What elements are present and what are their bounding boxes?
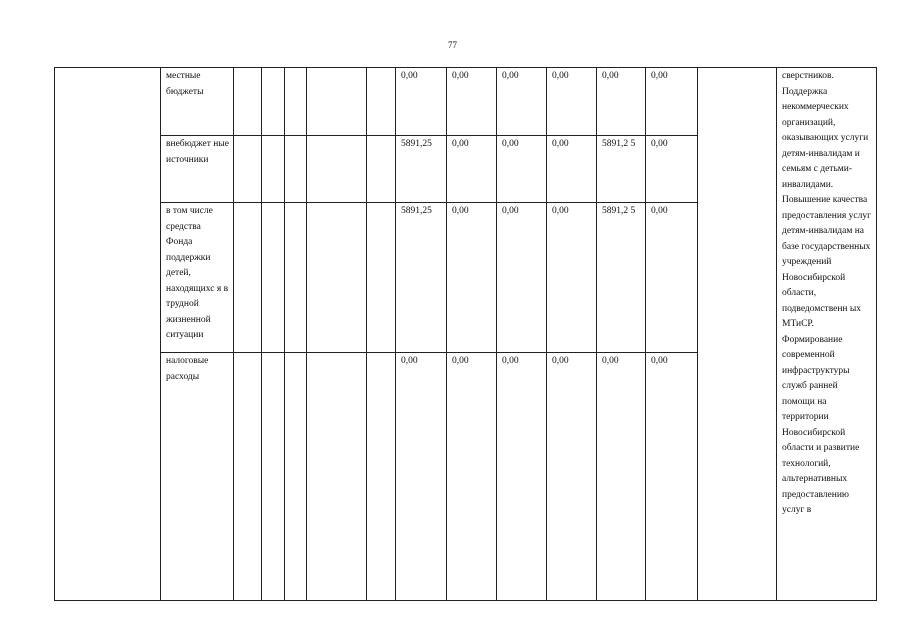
blank-cell xyxy=(234,68,262,136)
expected-results-note: сверстников. Поддержка некоммерческих организаций, оказывающих услуги детям-инвалидам и семьям с детьми-инвалидами. Повышение качества предоставления услуг детям-инвалидам на базе государственных учреждений Новосибирской области, подведомственн ых МТиСР. Формирование современной инфраструктуры служб ранней помощи на территории Новосибирской области и развитие технологий, альтернативных предоставлению услуг в xyxy=(777,68,877,601)
blank-cell xyxy=(307,136,367,203)
value-cell: 0,00 xyxy=(497,136,547,203)
value-cell: 0,00 xyxy=(547,353,597,601)
table-row xyxy=(55,68,877,136)
value-cell: 0,00 xyxy=(396,353,447,601)
blank-cell xyxy=(285,353,307,601)
blank-cell xyxy=(262,136,285,203)
value-cell: 5891,25 xyxy=(396,136,447,203)
blank-cell xyxy=(307,203,367,353)
blank-cell xyxy=(285,68,307,136)
value-cell: 0,00 xyxy=(646,203,698,353)
value-cell: 0,00 xyxy=(646,68,698,136)
funding-source-label: в том числе средства Фонда поддержки детей, находящихс я в трудной жизненной ситуации xyxy=(161,203,234,353)
value-cell: 0,00 xyxy=(646,136,698,203)
blank-cell xyxy=(55,68,161,601)
blank-cell xyxy=(234,353,262,601)
value-cell: 0,00 xyxy=(646,353,698,601)
value-cell: 0,00 xyxy=(497,68,547,136)
blank-cell xyxy=(234,203,262,353)
funding-source-label: налоговые расходы xyxy=(161,353,234,601)
blank-cell xyxy=(262,203,285,353)
blank-cell xyxy=(367,136,396,203)
value-cell: 0,00 xyxy=(597,353,646,601)
blank-cell xyxy=(285,203,307,353)
funding-source-label: внебюджет ные источники xyxy=(161,136,234,203)
blank-cell xyxy=(367,68,396,136)
blank-cell xyxy=(262,353,285,601)
funding-table xyxy=(54,67,877,601)
value-cell: 0,00 xyxy=(597,68,646,136)
value-cell: 0,00 xyxy=(547,136,597,203)
page-number: 77 xyxy=(448,40,457,50)
blank-cell xyxy=(307,68,367,136)
value-cell: 0,00 xyxy=(447,68,497,136)
value-cell: 0,00 xyxy=(497,353,547,601)
value-cell: 5891,25 xyxy=(396,203,447,353)
value-cell: 5891,2 5 xyxy=(597,136,646,203)
blank-cell xyxy=(698,68,777,601)
value-cell: 0,00 xyxy=(547,68,597,136)
value-cell: 0,00 xyxy=(396,68,447,136)
value-cell: 0,00 xyxy=(447,203,497,353)
funding-source-label: местные бюджеты xyxy=(161,68,234,136)
blank-cell xyxy=(234,136,262,203)
value-cell: 0,00 xyxy=(497,203,547,353)
blank-cell xyxy=(307,353,367,601)
blank-cell xyxy=(262,68,285,136)
value-cell: 0,00 xyxy=(447,353,497,601)
blank-cell xyxy=(367,353,396,601)
value-cell: 5891,2 5 xyxy=(597,203,646,353)
blank-cell xyxy=(367,203,396,353)
value-cell: 0,00 xyxy=(447,136,497,203)
blank-cell xyxy=(285,136,307,203)
value-cell: 0,00 xyxy=(547,203,597,353)
